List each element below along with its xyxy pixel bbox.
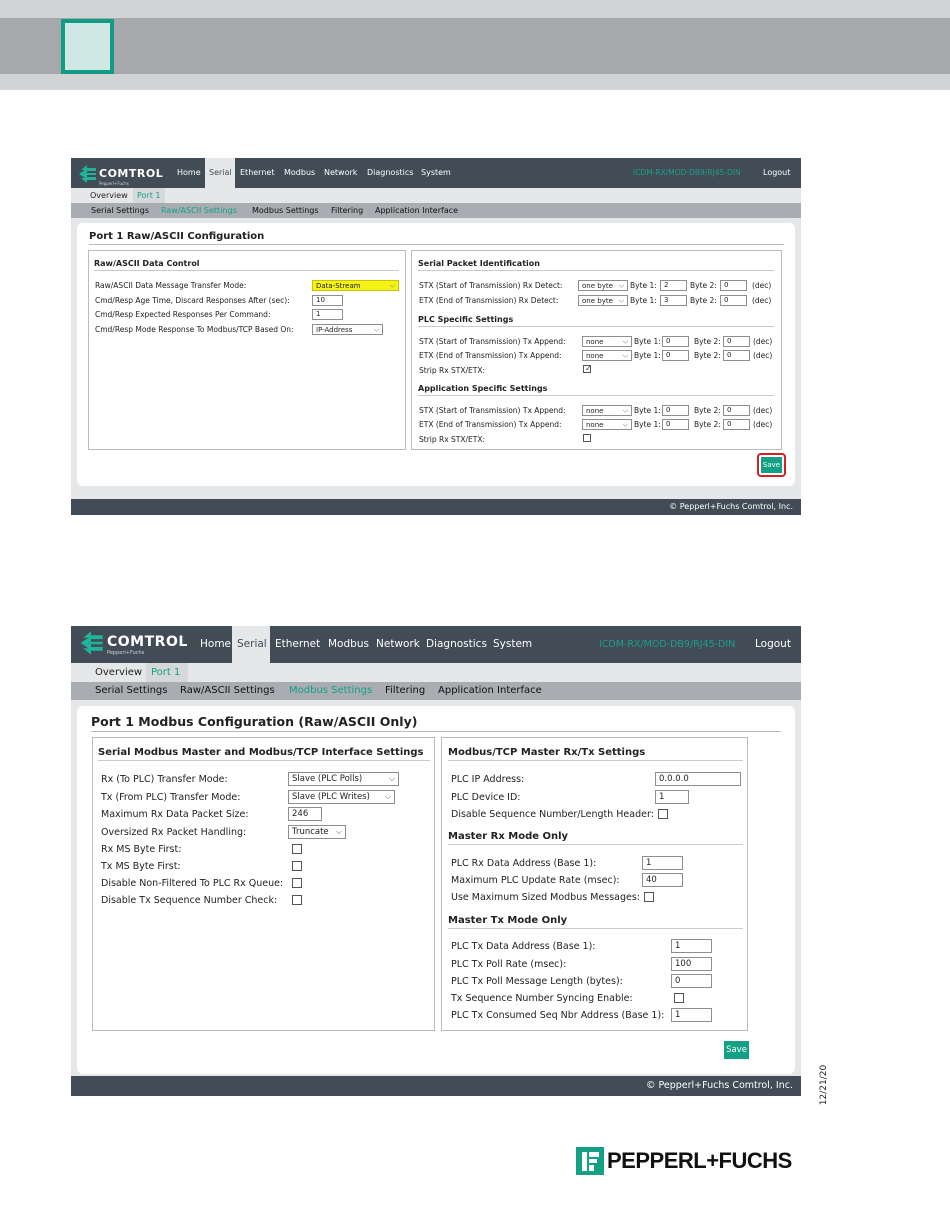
raw-ascii-config-screenshot (71, 158, 801, 515)
port-subnav (71, 188, 801, 203)
rx-ms-byte-first-label: Rx MS Byte First: (101, 844, 182, 855)
master-rx-title: Master Rx Mode Only (448, 831, 743, 845)
page-title: Port 1 Modbus Configuration (Raw/ASCII Only) (91, 714, 781, 732)
brand-subtitle: Pepperl+Fuchs (99, 181, 129, 186)
plc-tx-poll-length-label: PLC Tx Poll Message Length (bytes): (451, 976, 623, 987)
response-based-on-label: Cmd/Resp Mode Response To Modbus/TCP Based On: (95, 325, 294, 334)
plc-stx-label: STX (Start of Transmission) Tx Append: (419, 337, 566, 346)
save-button[interactable]: Save (761, 457, 782, 473)
comtrol-logo (78, 630, 188, 656)
nav-logout[interactable]: Logout (763, 168, 791, 177)
chevron-down-icon: ⌵ (618, 296, 624, 304)
byte1-label: Byte 1: (634, 337, 661, 346)
plc-etx-label: ETX (End of Transmission) Tx Append: (419, 351, 562, 360)
plc-tx-consumed-input[interactable]: 1 (671, 1008, 712, 1022)
doc-header-lower-strip (0, 74, 950, 90)
plc-tx-poll-rate-label: PLC Tx Poll Rate (msec): (451, 959, 567, 970)
tab-serial-settings[interactable]: Serial Settings (91, 206, 149, 215)
plc-tx-consumed-label: PLC Tx Consumed Seq Nbr Address (Base 1): (451, 1010, 665, 1021)
tab-raw-ascii-settings[interactable]: Raw/ASCII Settings (180, 685, 275, 696)
app-etx-label: ETX (End of Transmission) Tx Append: (419, 420, 562, 429)
plc-strip-checkbox[interactable] (583, 365, 591, 373)
plc-stx-select[interactable]: none ⌵ (582, 336, 632, 347)
use-max-sized-label: Use Maximum Sized Modbus Messages: (451, 892, 640, 903)
subnav-port-1[interactable]: Port 1 (133, 188, 165, 203)
subnav-overview[interactable]: Overview (90, 191, 128, 200)
nav-system[interactable]: System (493, 638, 533, 650)
raw-ascii-data-control-panel (88, 250, 406, 450)
save-button[interactable]: Save (724, 1041, 749, 1059)
top-navbar (71, 626, 801, 663)
dec-label: (dec) (752, 296, 772, 305)
plc-tx-poll-length-input[interactable]: 0 (671, 974, 712, 988)
comtrol-logo (77, 162, 163, 186)
spi-title: Serial Packet Identification (418, 259, 774, 271)
brand-name: COMTROL (107, 633, 188, 650)
nav-diagnostics[interactable]: Diagnostics (367, 168, 414, 177)
disable-tx-seq-check-checkbox[interactable] (292, 895, 302, 905)
pepperl-fuchs-logo-icon (576, 1147, 604, 1175)
expected-responses-label: Cmd/Resp Expected Responses Per Command: (95, 310, 271, 319)
master-tx-title: Master Tx Mode Only (448, 915, 743, 929)
max-rx-packet-input[interactable]: 246 (288, 807, 322, 821)
plc-update-rate-input[interactable]: 40 (642, 873, 683, 887)
spi-etx-select[interactable]: one byte ⌵ (578, 295, 628, 306)
pepperl-fuchs-logo (576, 1147, 792, 1175)
spi-etx-label: ETX (End of Transmission) Rx Detect: (419, 296, 559, 305)
chevron-down-icon: ⌵ (622, 420, 628, 428)
byte1-label: Byte 1: (630, 281, 657, 290)
spi-stx-select[interactable]: one byte ⌵ (578, 280, 628, 291)
logo-text: PEPPERL+FUCHS (607, 1148, 792, 1173)
plc-etx-select[interactable]: none ⌵ (582, 350, 632, 361)
tx-ms-byte-first-label: Tx MS Byte First: (101, 861, 181, 872)
nav-network[interactable]: Network (324, 168, 358, 177)
checkmark-icon: ✓ (585, 364, 592, 373)
disable-seq-header-checkbox[interactable] (658, 809, 668, 819)
age-time-label: Cmd/Resp Age Time, Discard Responses After (sec): (95, 296, 290, 305)
byte1-label: Byte 1: (634, 406, 661, 415)
plc-etx-byte1-input[interactable]: 0 (662, 350, 689, 361)
plc-ip-label: PLC IP Address: (451, 774, 525, 785)
modbus-tcp-master-panel (441, 737, 748, 1031)
device-model: ICDM-RX/MOD-DB9/RJ45-DIN (633, 168, 741, 177)
tab-modbus-settings[interactable]: Modbus Settings (252, 206, 319, 215)
chevron-down-icon: ⌵ (388, 774, 395, 783)
app-settings-title: Application Specific Settings (418, 384, 774, 396)
app-etx-byte1-input[interactable]: 0 (662, 419, 689, 430)
nav-serial[interactable]: Serial (205, 158, 235, 188)
dec-label: (dec) (752, 281, 772, 290)
dec-label: (dec) (753, 420, 773, 429)
section-title: Modbus/TCP Master Rx/Tx Settings (448, 747, 743, 761)
plc-rx-address-input[interactable]: 1 (642, 856, 683, 870)
chevron-down-icon: ⌵ (384, 792, 391, 801)
serial-modbus-master-panel (92, 737, 435, 1031)
disable-seq-header-label: Disable Sequence Number/Length Header: (451, 809, 654, 820)
disable-tx-seq-check-label: Disable Tx Sequence Number Check: (101, 895, 278, 906)
top-navbar (71, 158, 801, 188)
chevron-down-icon: ⌵ (622, 406, 628, 414)
spi-etx-byte2-input[interactable]: 0 (720, 295, 747, 306)
byte1-label: Byte 1: (630, 296, 657, 305)
chevron-down-icon: ⌵ (622, 337, 628, 345)
dec-label: (dec) (753, 406, 773, 415)
tab-raw-ascii-settings[interactable]: Raw/ASCII Settings (161, 206, 237, 215)
chevron-down-icon: ⌵ (622, 351, 628, 359)
chevron-down-icon: ⌵ (373, 325, 379, 333)
spi-stx-label: STX (Start of Transmission) Rx Detect: (419, 281, 563, 290)
spi-stx-byte2-input[interactable]: 0 (720, 280, 747, 291)
spi-etx-byte1-input[interactable]: 3 (660, 295, 687, 306)
max-rx-packet-label: Maximum Rx Data Packet Size: (101, 809, 249, 820)
plc-device-id-input[interactable]: 1 (655, 790, 689, 804)
plc-tx-address-label: PLC Tx Data Address (Base 1): (451, 941, 596, 952)
byte1-label: Byte 1: (634, 351, 661, 360)
chevron-down-icon: ⌵ (618, 281, 624, 289)
tx-seq-sync-checkbox[interactable] (674, 993, 684, 1003)
modbus-config-screenshot (71, 626, 801, 1096)
plc-tx-poll-rate-input[interactable]: 100 (671, 957, 712, 971)
plc-device-id-label: PLC Device ID: (451, 792, 521, 803)
nav-modbus[interactable]: Modbus (328, 638, 369, 650)
chevron-down-icon: ⌵ (335, 827, 342, 836)
tab-filtering[interactable]: Filtering (385, 685, 426, 696)
nav-home[interactable]: Home (200, 638, 232, 650)
settings-tabbar (71, 682, 801, 700)
footer (71, 1076, 801, 1096)
tab-filtering[interactable]: Filtering (331, 206, 364, 215)
tx-transfer-mode-label: Tx (From PLC) Transfer Mode: (101, 792, 241, 803)
plc-settings-title: PLC Specific Settings (418, 315, 774, 327)
nav-ethernet[interactable]: Ethernet (275, 638, 321, 650)
rx-transfer-mode-label: Rx (To PLC) Transfer Mode: (101, 774, 228, 785)
tab-application-interface[interactable]: Application Interface (375, 206, 459, 215)
byte2-label: Byte 2: (694, 351, 721, 360)
section-title: Raw/ASCII Data Control (94, 259, 399, 271)
transfer-mode-label: Raw/ASCII Data Message Transfer Mode: (95, 281, 247, 290)
port-subnav (71, 663, 801, 682)
plc-update-rate-label: Maximum PLC Update Rate (msec): (451, 875, 620, 886)
nav-serial[interactable]: Serial (232, 626, 270, 663)
byte2-label: Byte 2: (694, 337, 721, 346)
tab-application-interface[interactable]: Application Interface (438, 685, 542, 696)
doc-header-band (0, 18, 950, 74)
plc-ip-input[interactable]: 0.0.0.0 (655, 772, 741, 786)
brand-subtitle: Pepperl+Fuchs (107, 649, 145, 656)
tab-serial-settings[interactable]: Serial Settings (95, 685, 168, 696)
age-time-input[interactable]: 10 (312, 295, 343, 306)
content-card (77, 706, 795, 1074)
footer (71, 499, 801, 515)
dec-label: (dec) (753, 337, 773, 346)
use-max-sized-checkbox[interactable] (644, 892, 654, 902)
app-stx-label: STX (Start of Transmission) Tx Append: (419, 406, 566, 415)
serial-packet-identification-panel (411, 250, 782, 450)
tx-ms-byte-first-checkbox[interactable] (292, 861, 302, 871)
nav-modbus[interactable]: Modbus (284, 168, 316, 177)
transfer-mode-select[interactable]: Data-Stream ⌵ (312, 280, 399, 291)
nav-logout[interactable]: Logout (755, 638, 791, 650)
app-stx-byte2-input[interactable]: 0 (723, 405, 750, 416)
tab-modbus-settings[interactable]: Modbus Settings (289, 685, 373, 696)
brand-name: COMTROL (99, 167, 164, 180)
rx-ms-byte-first-checkbox[interactable] (292, 844, 302, 854)
comtrol-logo-icon (77, 165, 97, 183)
nav-network[interactable]: Network (376, 638, 420, 650)
settings-tabbar (71, 203, 801, 218)
plc-etx-byte2-input[interactable]: 0 (723, 350, 750, 361)
disable-non-filtered-label: Disable Non-Filtered To PLC Rx Queue: (101, 878, 284, 889)
nav-system[interactable]: System (421, 168, 451, 177)
plc-tx-address-input[interactable]: 1 (671, 939, 712, 953)
rx-transfer-mode-select[interactable]: Slave (PLC Polls) ⌵ (288, 772, 399, 786)
nav-home[interactable]: Home (177, 168, 201, 177)
device-model: ICDM-RX/MOD-DB9/RJ45-DIN (599, 639, 736, 650)
app-stx-byte1-input[interactable]: 0 (662, 405, 689, 416)
oversized-handling-select[interactable]: Truncate ⌵ (288, 825, 346, 839)
page-title: Port 1 Raw/ASCII Configuration (89, 231, 784, 245)
spi-stx-byte1-input[interactable]: 2 (660, 280, 687, 291)
plc-stx-byte1-input[interactable]: 0 (662, 336, 689, 347)
subnav-overview[interactable]: Overview (95, 667, 143, 678)
comtrol-logo-icon (78, 630, 104, 656)
expected-responses-input[interactable]: 1 (312, 309, 343, 320)
byte1-label: Byte 1: (634, 420, 661, 429)
oversized-handling-label: Oversized Rx Packet Handling: (101, 827, 247, 838)
app-stx-select[interactable]: none ⌵ (582, 405, 632, 416)
footer-copyright: © Pepperl+Fuchs Comtrol, Inc. (645, 1080, 793, 1091)
app-etx-select[interactable]: none ⌵ (582, 419, 632, 430)
document-date: 12/21/20 (819, 1064, 829, 1106)
app-strip-checkbox[interactable] (583, 434, 591, 442)
footer-copyright: © Pepperl+Fuchs Comtrol, Inc. (669, 502, 793, 511)
nav-diagnostics[interactable]: Diagnostics (426, 638, 487, 650)
dec-label: (dec) (753, 351, 773, 360)
tx-seq-sync-label: Tx Sequence Number Syncing Enable: (451, 993, 633, 1004)
tx-transfer-mode-select[interactable]: Slave (PLC Writes) ⌵ (288, 790, 395, 804)
section-title: Serial Modbus Master and Modbus/TCP Interface Settings (98, 747, 430, 761)
byte2-label: Byte 2: (694, 406, 721, 415)
plc-rx-address-label: PLC Rx Data Address (Base 1): (451, 858, 597, 869)
disable-non-filtered-checkbox[interactable] (292, 878, 302, 888)
subnav-port-1[interactable]: Port 1 (146, 663, 188, 682)
chevron-down-icon: ⌵ (389, 281, 395, 289)
content-card (77, 223, 795, 486)
doc-header-square (61, 19, 114, 74)
response-based-on-select[interactable]: IP-Address ⌵ (312, 324, 383, 335)
plc-stx-byte2-input[interactable]: 0 (723, 336, 750, 347)
nav-ethernet[interactable]: Ethernet (240, 168, 275, 177)
app-etx-byte2-input[interactable]: 0 (723, 419, 750, 430)
app-strip-label: Strip Rx STX/ETX: (419, 435, 486, 444)
byte2-label: Byte 2: (690, 281, 717, 290)
plc-strip-label: Strip Rx STX/ETX: (419, 366, 486, 375)
byte2-label: Byte 2: (690, 296, 717, 305)
doc-header-top-strip (0, 0, 950, 18)
byte2-label: Byte 2: (694, 420, 721, 429)
